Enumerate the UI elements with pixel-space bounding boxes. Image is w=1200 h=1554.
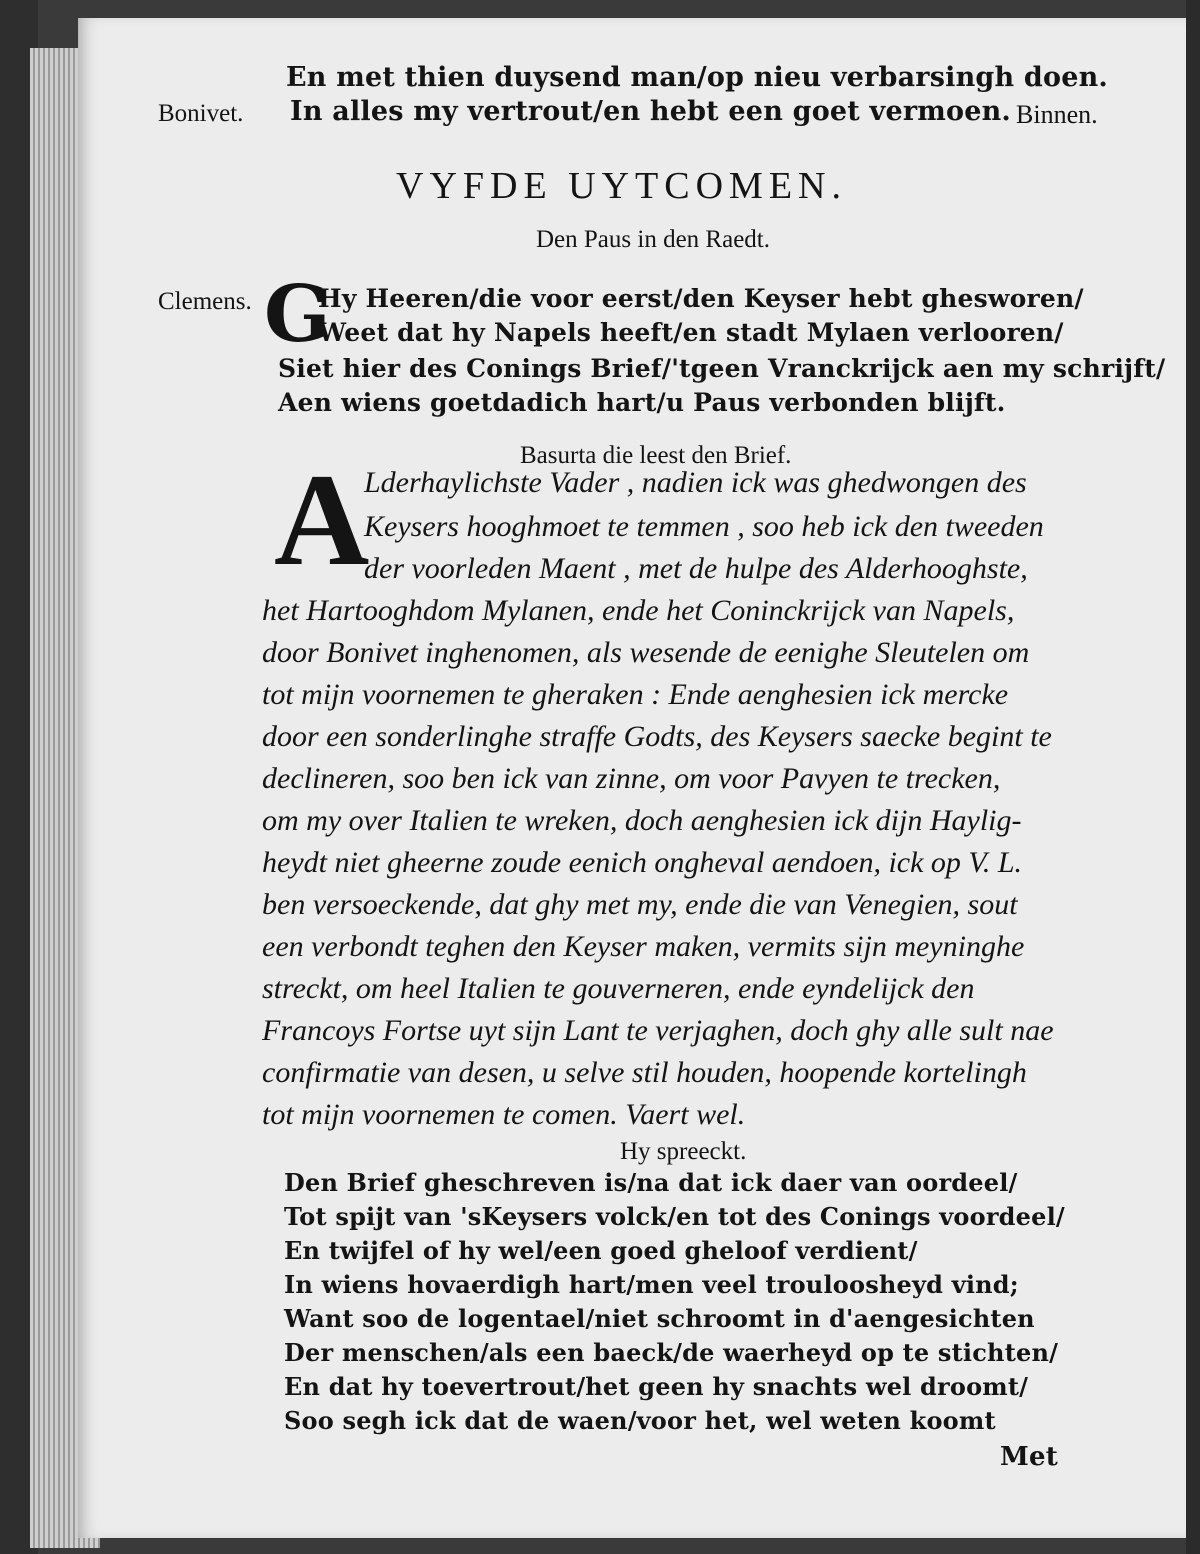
letter-line: der voorleden Maent , met de hulpe des Alderhooghste, xyxy=(364,552,1028,585)
speech2-line: Der menschen/als een baeck/de waerheyd op te stichten/ xyxy=(284,1338,1059,1367)
speech2-line: Den Brief gheschreven is/na dat ick daer van oordeel/ xyxy=(284,1168,1018,1197)
header-line-1: En met thien duysend man/op nieu verbarsingh doen. xyxy=(286,62,1109,93)
scene-direction: Den Paus in den Raedt. xyxy=(536,226,770,253)
book-page xyxy=(78,18,1186,1538)
catchword: Met xyxy=(1000,1442,1058,1472)
letter-line: door Bonivet inghenomen, als wesende de eenighe Sleutelen om xyxy=(262,636,1030,669)
letter-line: ben versoeckende, dat ghy met my, ende die van Venegien, sout xyxy=(262,888,1018,921)
letter-line: een verbondt teghen den Keyser maken, vermits sijn meyninghe xyxy=(262,930,1025,963)
speech1-line: Aen wiens goetdadich hart/u Paus verbonden blijft. xyxy=(278,388,1006,417)
background-edge xyxy=(1186,0,1200,1554)
letter-line: door een sonderlinghe straffe Godts, des Keysers saecke begint te xyxy=(262,720,1052,753)
speech2-line: In wiens hovaerdigh hart/men veel trouloosheyd vind; xyxy=(284,1270,1019,1299)
speech1-line: Hy Heeren/die voor eerst/den Keyser hebt ghesworen/ xyxy=(318,284,1084,313)
speech2-line: Soo segh ick dat de waen/voor het, wel weten koomt xyxy=(284,1406,996,1435)
speech2-line: Tot spijt van 'sKeysers volck/en tot des Conings voordeel/ xyxy=(284,1202,1065,1231)
letter-line: confirmatie van desen, u selve stil houden, hoopende kortelingh xyxy=(262,1056,1027,1089)
letter-line: Lderhaylichste Vader , nadien ick was ghedwongen des xyxy=(364,466,1027,499)
letter-line: het Hartooghdom Mylanen, ende het Coninckrijck van Napels, xyxy=(262,594,1015,627)
letter-line: tot mijn voornemen te comen. Vaert wel. xyxy=(262,1098,746,1131)
drop-cap-a: A xyxy=(274,446,370,593)
letter-line: om my over Italien te wreken, doch aenghesien ick dijn Haylig- xyxy=(262,804,1022,837)
drop-cap-g: G xyxy=(264,269,331,360)
letter-line: declineren, soo ben ick van zinne, om voor Pavyen te trecken, xyxy=(262,762,1001,795)
speech1-line: Weet dat hy Napels heeft/en stadt Mylaen verlooren/ xyxy=(318,318,1064,347)
speech2-line: Want soo de logentael/niet schroomt in d'aengesichten xyxy=(284,1304,1035,1333)
speech2-line: En twijfel of hy wel/een goed gheloof verdient/ xyxy=(284,1236,918,1265)
speech2-intro: Hy spreeckt. xyxy=(620,1138,747,1165)
section-title: VYFDE UYTCOMEN. xyxy=(396,165,847,207)
speaker-binnen: Binnen. xyxy=(1016,100,1098,129)
letter-line: Francoys Fortse uyt sijn Lant te verjaghen, doch ghy alle sult nae xyxy=(262,1014,1054,1047)
speech2-line: En dat hy toevertrout/het geen hy snachts wel droomt/ xyxy=(284,1372,1029,1401)
speaker-bonivet: Bonivet. xyxy=(158,100,244,127)
letter-line: tot mijn voornemen te gheraken : Ende aenghesien ick mercke xyxy=(262,678,1009,711)
letter-line: streckt, om heel Italien te gouverneren, ende eyndelijck den xyxy=(262,972,975,1005)
speaker-clemens: Clemens. xyxy=(158,288,252,315)
header-line-2: In alles my vertrout/en hebt een goet vermoen. xyxy=(290,96,1012,127)
speech1-line: Siet hier des Conings Brief/'tgeen Vranckrijck aen my schrijft/ xyxy=(278,354,1166,383)
letter-line: heydt niet gheerne zoude eenich ongheval aendoen, ick op V. L. xyxy=(262,846,1023,879)
letter-line: Keysers hooghmoet te temmen , soo heb ick den tweeden xyxy=(364,510,1044,543)
letter-intro: Basurta die leest den Brief. xyxy=(520,442,792,469)
